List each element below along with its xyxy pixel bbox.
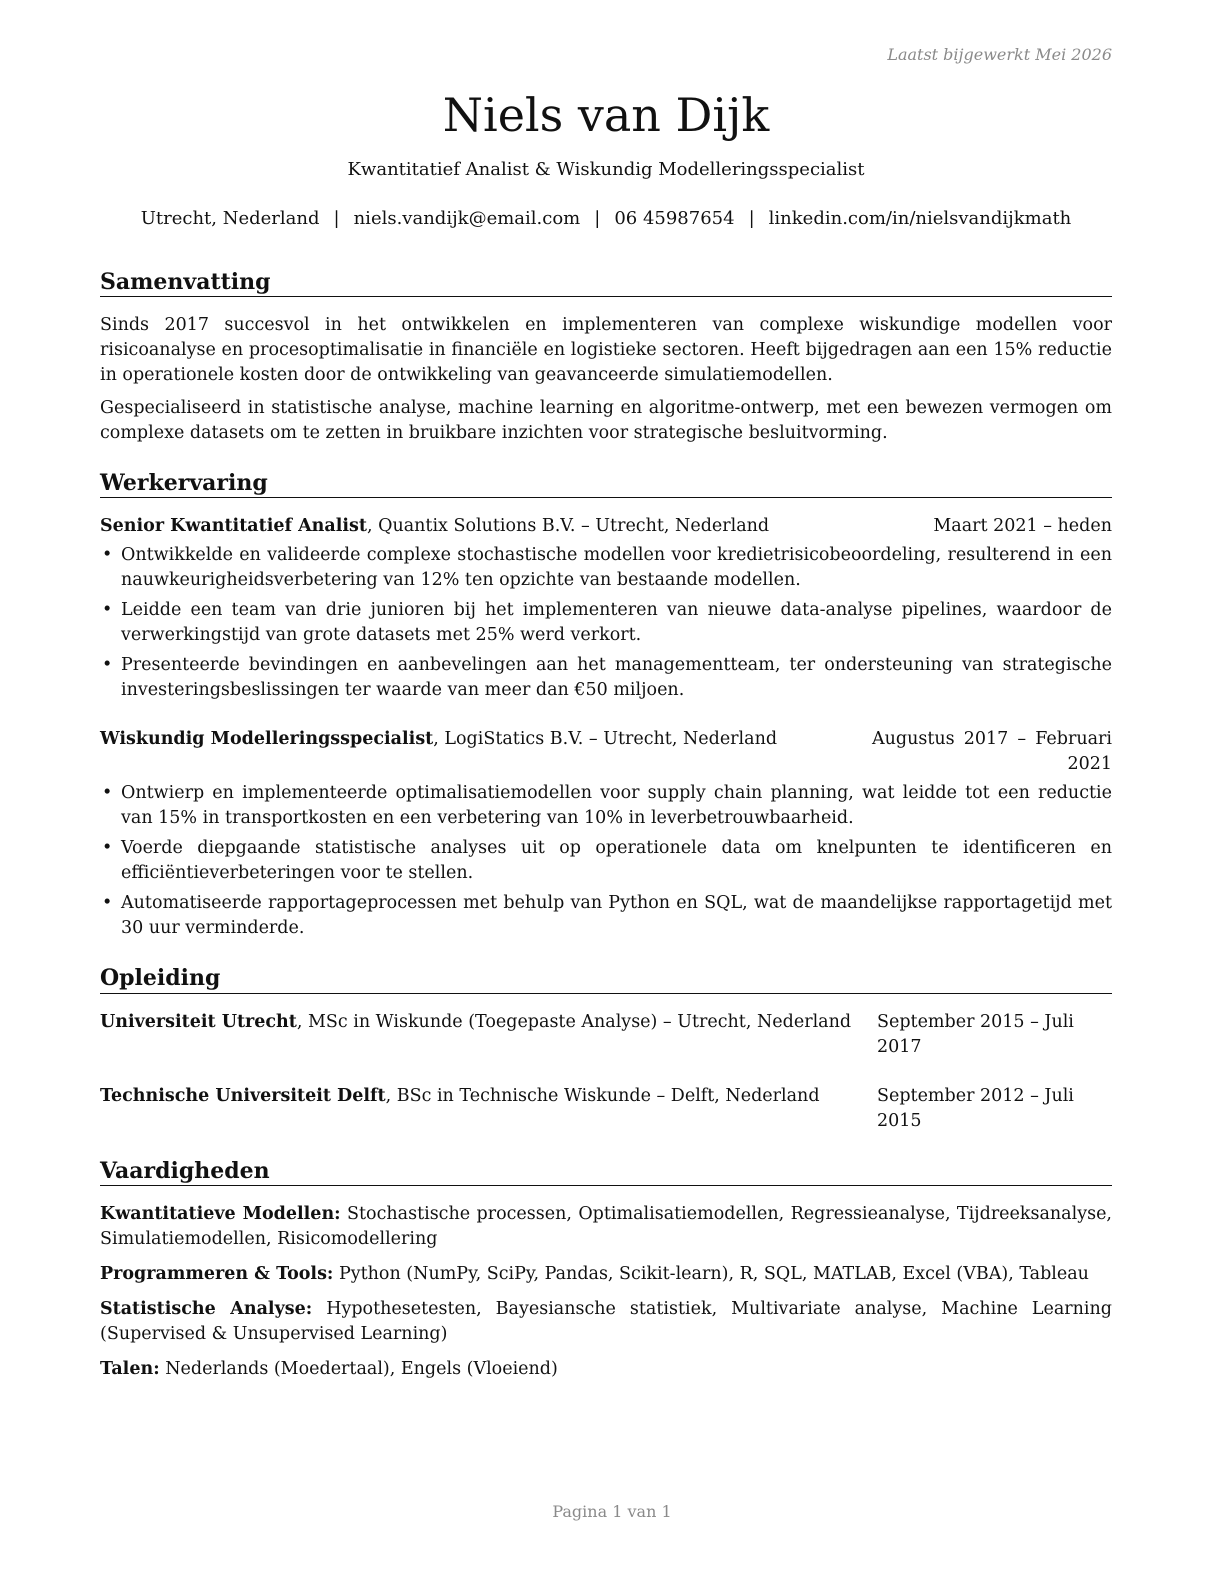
skill-line [100,1297,1112,1347]
last-updated: Laatst bijgewerkt Mei 2026 [887,45,1112,64]
candidate-name: Niels van Dijk [442,88,770,142]
education-section [100,965,1112,1133]
degree-detail: , BSc in Technische Wiskunde – Delft, Nederland [385,1085,820,1106]
skill-label: Statistische Analyse: [100,1299,313,1320]
contact-linkedin[interactable]: linkedin.com/in/nielsvandijkmath [768,207,1072,229]
section-heading: Werkervaring [100,470,1112,498]
education-entry [100,1010,1112,1060]
section-heading: Opleiding [100,965,1112,993]
job-dates: Augustus 2017 – Februari 2021 [872,729,1112,775]
job-header [100,514,1112,539]
list-item: • Ontwierp en implementeerde optimalisatiemodellen voor supply chain planning, wat leidde tot een reductie van 15% in transportkosten en een verbetering van 10% in leverbetrouwbaarheid. [100,781,1112,831]
skill-text: Hypothesetesten, Bayesiansche statistiek, Multivariate analyse, Machine Learning (Supervised & Unsupervised Learning) [100,1299,1112,1345]
job-company: , LogiStatics B.V. – Utrecht, Nederland [433,729,778,750]
list-item: • Presenteerde bevindingen en aanbevelingen aan het managementteam, ter ondersteuning van strategische investeringsbeslissingen ter waarde van meer dan €50 miljoen. [100,653,1112,703]
skill-text: Nederlands (Moedertaal), Engels (Vloeiend) [159,1359,558,1380]
skill-label: Programmeren & Tools: [100,1264,334,1285]
job-header [100,727,1112,777]
contact-email[interactable]: niels.vandijk@email.com [353,207,581,229]
section-heading: Vaardigheden [100,1158,1112,1186]
job-bullets [100,543,1112,703]
list-item: • Ontwikkelde en valideerde complexe stochastische modellen voor kredietrisicobeoordeling, resulterend in een nauwkeurigheidsverbetering van 12% ten opzichte van bestaande modellen. [100,543,1112,593]
separator: | [748,207,755,229]
skill-label: Talen: [100,1359,160,1380]
school-name: Universiteit Utrecht [100,1011,297,1032]
separator: | [594,207,601,229]
job-role: Senior Kwantitatief Analist [100,516,367,537]
skill-text: Stochastische processen, Optimalisatiemodellen, Regressieanalyse, Tijdreeksanalyse, Simulatiemodellen, Risicomodellering [100,1204,1112,1250]
education-dates: September 2012 – Juli 2015 [877,1085,1074,1131]
education-entry [100,1084,1112,1134]
skill-line [100,1357,1112,1382]
skills-section [100,1158,1112,1382]
contact-line [100,208,1112,229]
skill-line [100,1262,1112,1287]
skill-text: Python (NumPy, SciPy, Pandas, Scikit-learn), R, SQL, MATLAB, Excel (VBA), Tableau [333,1264,1089,1285]
list-item: • Automatiseerde rapportageprocessen met behulp van Python en SQL, wat de maandelijkse rapportagetijd met 30 uur verminderde. [100,891,1112,941]
list-item: • Leidde een team van drie junioren bij het implementeren van nieuwe data-analyse pipelines, waardoor de verwerkingstijd van grote datasets met 25% werd verkort. [100,598,1112,648]
education-dates: September 2015 – Juli 2017 [877,1011,1074,1057]
contact-phone: 06 45987654 [614,207,735,229]
skill-label: Kwantitatieve Modellen: [100,1204,341,1225]
list-item: • Voerde diepgaande statistische analyses uit op operationele data om knelpunten te identificeren en efficiëntieverbeteringen voor te stellen. [100,836,1112,886]
job-bullets [100,781,1112,941]
job-dates: Maart 2021 – heden [933,516,1112,537]
page-number: Pagina 1 van 1 [552,1502,672,1521]
candidate-title: Kwantitatief Analist & Wiskundig Modelleringsspecialist [347,158,865,180]
degree-detail: , MSc in Wiskunde (Toegepaste Analyse) – Utrecht, Nederland [296,1011,852,1032]
section-heading: Samenvatting [100,269,1112,297]
experience-section [100,470,1112,941]
school-name: Technische Universiteit Delft [100,1085,386,1106]
summary-paragraph: Sinds 2017 succesvol in het ontwikkelen en implementeren van complexe wiskundige modellen voor risicoanalyse en procesoptimalisatie in financiële en logistieke sectoren. Heeft bijgedragen aan een 15% reductie in operationele kosten door de ontwikkeling van geavanceerde simulatiemodellen. [100,314,1112,385]
summary-section [100,269,1112,446]
skill-line [100,1202,1112,1252]
resume-page [100,0,1112,1382]
job-role: Wiskundig Modelleringsspecialist [100,729,434,750]
separator: | [333,207,340,229]
job-company: , Quantix Solutions B.V. – Utrecht, Nederland [366,516,770,537]
contact-location: Utrecht, Nederland [140,207,320,229]
summary-paragraph: Gespecialiseerd in statistische analyse, machine learning en algoritme-ontwerp, met een bewezen vermogen om complexe datasets om te zetten in bruikbare inzichten voor strategische besluitvorming. [100,397,1112,443]
